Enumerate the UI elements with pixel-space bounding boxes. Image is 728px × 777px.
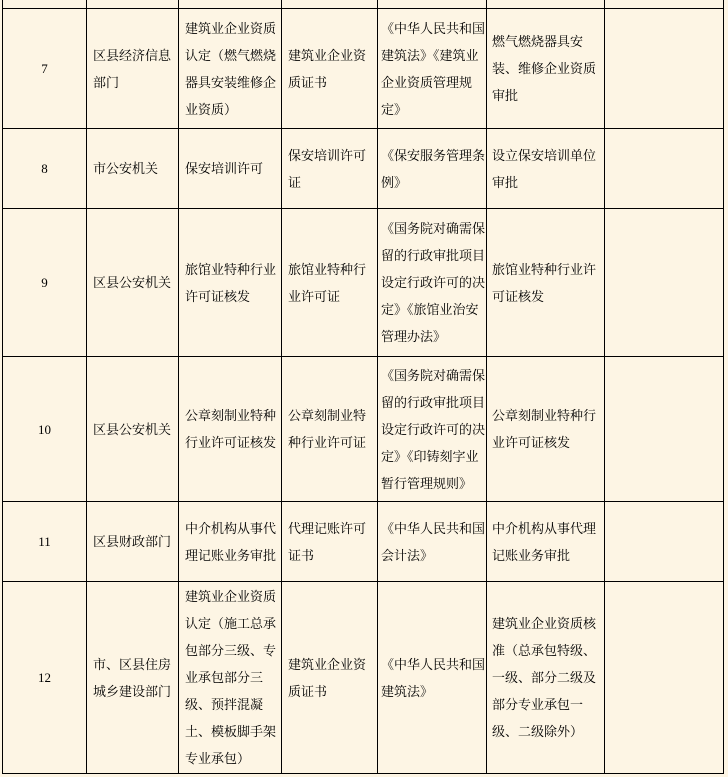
- cell-text: 《保安服务管理条例》: [381, 147, 486, 190]
- cell-text: 旅馆业特种行业许可证核发: [492, 261, 597, 304]
- partial-row-cell: [178, 0, 281, 8]
- cell-legal-basis: [377, 208, 486, 356]
- cell-certificate: [281, 208, 377, 356]
- cell-department: [86, 208, 178, 356]
- cell-notes: [604, 581, 724, 774]
- cell-approval-content: [486, 128, 604, 208]
- cell-index: [2, 128, 86, 208]
- cell-item: [178, 208, 281, 356]
- cell-text: 《国务院对确需保留的行政审批项目设定行政许可的决定》《印铸刻字业暂行管理规则》: [381, 367, 486, 491]
- cell-notes: [604, 128, 724, 208]
- cell-text: 《中华人民共和国会计法》: [381, 520, 486, 563]
- cell-department: [86, 356, 178, 501]
- partial-row-cell: [2, 0, 86, 8]
- cell-certificate: [281, 581, 377, 774]
- cell-approval-content: [486, 501, 604, 581]
- partial-row-cell: [86, 0, 178, 8]
- cell-text: 《中华人民共和国建筑法》《建筑业企业资质管理规定》: [381, 20, 486, 117]
- cell-notes: [604, 8, 724, 128]
- cell-text: 市、区县住房城乡建设部门: [93, 656, 172, 699]
- cell-text: 11: [38, 534, 51, 549]
- cell-text: 区县公安机关: [93, 275, 172, 290]
- partial-row-cell: [604, 0, 724, 8]
- cell-text: 建筑业企业资质证书: [288, 656, 367, 699]
- cell-text: 公章刻制业特种行业许可证核发: [185, 408, 277, 450]
- cell-approval-content: [486, 356, 604, 501]
- cell-text: 代理记账许可证书: [288, 520, 367, 563]
- partial-row-cell: [281, 0, 377, 8]
- cell-text: 9: [41, 275, 48, 290]
- cell-item: [178, 8, 281, 128]
- cell-text: 区县公安机关: [93, 421, 172, 437]
- cell-department: [86, 8, 178, 128]
- cell-certificate: [281, 356, 377, 501]
- cell-text: 市公安机关: [93, 161, 159, 176]
- cell-item: [178, 581, 281, 774]
- cell-text: 旅馆业特种行业许可证核发: [185, 261, 277, 304]
- cell-item: [178, 501, 281, 581]
- cell-text: 建筑业企业资质证书: [288, 47, 367, 90]
- cell-legal-basis: [377, 356, 486, 501]
- cell-text: 《中华人民共和国建筑法》: [381, 656, 486, 699]
- cell-text: 建筑业企业资质认定（燃气燃烧器具安装维修企业资质）: [185, 20, 277, 117]
- cell-text: 燃气燃烧器具安装、维修企业资质审批: [492, 34, 597, 103]
- cell-certificate: [281, 8, 377, 128]
- partial-row-cell: [486, 0, 604, 8]
- cell-index: [2, 501, 86, 581]
- cell-department: [86, 581, 178, 774]
- cell-text: 保安培训许可: [185, 161, 264, 176]
- cell-item: [178, 356, 281, 501]
- cell-certificate: [281, 128, 377, 208]
- cell-index: [2, 208, 86, 356]
- cell-approval-content: [486, 8, 604, 128]
- cell-text: 建筑业企业资质认定（施工总承包部分三级、专业承包部分三级、预拌混凝土、模板脚手架专业承包）: [185, 589, 277, 766]
- cell-notes: [604, 356, 724, 501]
- cell-text: 区县经济信息部门: [93, 47, 172, 90]
- approval-table: [2, 0, 724, 774]
- cell-legal-basis: [377, 501, 486, 581]
- cell-approval-content: [486, 208, 604, 356]
- partial-row-cell: [377, 0, 486, 8]
- cell-text: 8: [41, 161, 48, 176]
- cell-text: 12: [38, 670, 51, 685]
- cell-text: 公章刻制业特种行业许可证: [288, 408, 367, 450]
- cell-notes: [604, 501, 724, 581]
- cell-text: 旅馆业特种行业许可证: [288, 261, 367, 304]
- cell-approval-content: [486, 581, 604, 774]
- cell-text: 中介机构从事代理记账业务审批: [185, 520, 277, 563]
- cell-legal-basis: [377, 581, 486, 774]
- cell-text: 中介机构从事代理记账业务审批: [492, 520, 597, 563]
- cell-text: 建筑业企业资质核准（总承包特级、一级、部分二级及部分专业承包一级、二级除外）: [492, 616, 597, 739]
- cell-item: [178, 128, 281, 208]
- cell-index: [2, 8, 86, 128]
- cell-text: 保安培训许可证: [288, 147, 367, 190]
- cell-legal-basis: [377, 8, 486, 128]
- cell-text: 7: [41, 61, 48, 76]
- cell-text: 区县财政部门: [93, 534, 172, 549]
- cell-department: [86, 501, 178, 581]
- cell-notes: [604, 208, 724, 356]
- cell-index: [2, 581, 86, 774]
- cell-text: 公章刻制业特种行业许可证核发: [492, 408, 597, 450]
- cell-text: 设立保安培训单位审批: [492, 147, 597, 190]
- cell-text: 10: [38, 421, 51, 437]
- cell-certificate: [281, 501, 377, 581]
- cell-index: [2, 356, 86, 501]
- cell-text: 《国务院对确需保留的行政审批项目设定行政许可的决定》《旅馆业治安管理办法》: [381, 221, 486, 344]
- cell-legal-basis: [377, 128, 486, 208]
- cell-department: [86, 128, 178, 208]
